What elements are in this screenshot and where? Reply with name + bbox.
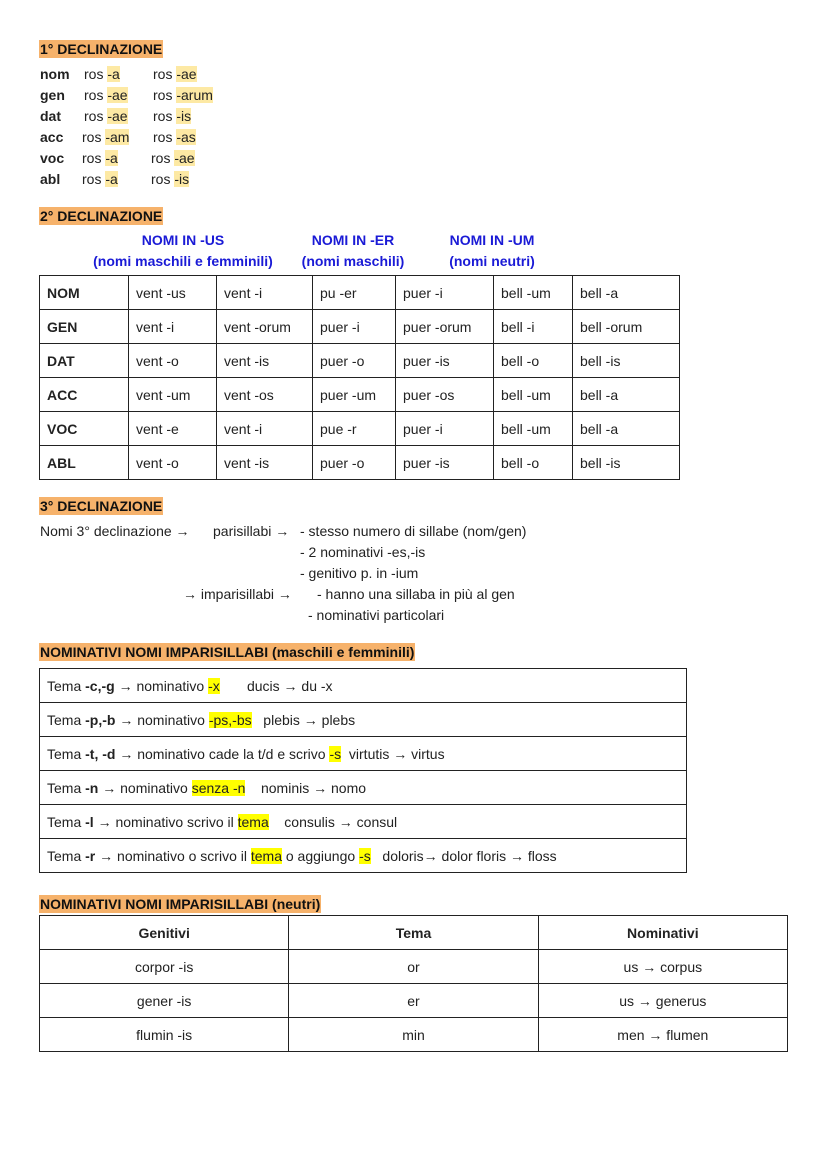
case-label: abl (40, 171, 61, 187)
text: → nominativo scrivo il (93, 813, 238, 830)
form-cell: vent -i (217, 276, 313, 310)
text: Tema (47, 677, 86, 694)
table-row (40, 310, 680, 344)
text: Tema (47, 813, 86, 830)
form-cell: bell -um (494, 378, 573, 412)
form-cell: puer -o (313, 344, 396, 378)
stem: ros (153, 129, 173, 145)
group-name: NOMI IN -UM (449, 232, 535, 248)
impari-item: - nominativi particolari (308, 607, 445, 623)
text: nominis → nomo (245, 779, 367, 796)
ending: -as (176, 129, 196, 145)
table-row (40, 1018, 788, 1052)
group-sub: (nomi maschili) (301, 253, 405, 269)
plural-form (153, 108, 191, 124)
bold-text: -l (85, 813, 94, 830)
form-cell: vent -orum (217, 310, 313, 344)
form-cell: bell -is (573, 446, 680, 480)
form-cell: bell -o (494, 446, 573, 480)
pari-item: - genitivo p. in -ium (300, 565, 419, 581)
form-cell: puer -i (396, 276, 494, 310)
case-cell: GEN (40, 310, 129, 344)
table-row (40, 805, 687, 839)
stem: ros (82, 150, 102, 166)
stem: ros (82, 129, 102, 145)
column-header: Genitivi (40, 916, 289, 950)
case-cell: NOM (40, 276, 129, 310)
table-row (40, 703, 687, 737)
case-cell: DAT (40, 344, 129, 378)
form-cell: puer -is (396, 446, 494, 480)
ending: -ae (176, 66, 197, 82)
column-header: Nominativi (538, 916, 787, 950)
form-cell: bell -i (494, 310, 573, 344)
table-row (40, 950, 788, 984)
decl2-table (39, 275, 680, 480)
highlighted-text: tema (237, 813, 269, 830)
form-cell: bell -um (494, 412, 573, 446)
ending: -is (176, 108, 192, 124)
group-us (88, 232, 278, 269)
singular-form (84, 66, 120, 82)
header-row (40, 916, 788, 950)
cell: or (289, 950, 538, 984)
impari-mf-table (39, 668, 687, 873)
case-label: nom (40, 66, 70, 82)
bold-text: -r (85, 847, 96, 864)
highlighted-text: tema (250, 847, 282, 864)
impari-n-table (39, 915, 788, 1052)
highlighted-text: -x (208, 677, 220, 694)
group-sub: (nomi neutri) (449, 253, 535, 269)
case-cell: ABL (40, 446, 129, 480)
text: Tema (47, 779, 86, 796)
bold-text: -p,-b (85, 711, 116, 728)
pari-item: - stesso numero di sillabe (nom/gen) (300, 523, 527, 539)
ending: -a (105, 150, 118, 166)
parisillabi-label: parisillabi → (213, 523, 290, 539)
column-header: Tema (289, 916, 538, 950)
text: o aggiungo (281, 847, 360, 864)
singular-form (84, 87, 128, 103)
form-cell: vent -is (217, 446, 313, 480)
impari-n-heading: NOMINATIVI NOMI IMPARISILLABI (neutri) (40, 896, 321, 912)
rule-cell (40, 703, 687, 737)
form-cell: bell -um (494, 276, 573, 310)
case-label: voc (40, 150, 65, 166)
group-sub: (nomi maschili e femminili) (93, 253, 273, 269)
case-label: acc (40, 129, 64, 145)
singular-form (82, 171, 118, 187)
ending: -ae (174, 150, 195, 166)
stem: ros (153, 87, 173, 103)
plural-form (153, 66, 197, 82)
table-row (40, 344, 680, 378)
ending: -ae (107, 87, 128, 103)
highlighted-text: -ps,-bs (208, 711, 252, 728)
stem: ros (84, 66, 104, 82)
form-cell: puer -os (396, 378, 494, 412)
form-cell: vent -i (217, 412, 313, 446)
table-row (40, 984, 788, 1018)
stem: ros (151, 150, 171, 166)
plural-form (153, 87, 213, 103)
rule-cell (40, 669, 687, 703)
decl3-intro: Nomi 3° declinazione → (40, 523, 190, 539)
table-row (40, 446, 680, 480)
singular-form (82, 150, 118, 166)
singular-form (84, 108, 128, 124)
singular-form (82, 129, 129, 145)
bold-text: -t, -d (85, 745, 116, 762)
highlighted-text: -s (359, 847, 371, 864)
cell: min (289, 1018, 538, 1052)
group-er (297, 232, 409, 269)
form-cell: vent -i (129, 310, 217, 344)
case-cell: ACC (40, 378, 129, 412)
form-cell: bell -orum (573, 310, 680, 344)
cell: corpor -is (40, 950, 289, 984)
form-cell: puer -um (313, 378, 396, 412)
form-cell: vent -us (129, 276, 217, 310)
text: → nominativo (98, 779, 192, 796)
text: → nominativo (114, 677, 209, 694)
table-row (40, 412, 680, 446)
form-cell: puer -i (313, 310, 396, 344)
form-cell: pu -er (313, 276, 396, 310)
form-cell: bell -is (573, 344, 680, 378)
form-cell: puer -o (313, 446, 396, 480)
cell: gener -is (40, 984, 289, 1018)
cell: er (289, 984, 538, 1018)
rule-cell (40, 771, 687, 805)
rule-cell (40, 805, 687, 839)
ending: -ae (107, 108, 128, 124)
form-cell: vent -is (217, 344, 313, 378)
case-cell: VOC (40, 412, 129, 446)
form-cell: puer -i (396, 412, 494, 446)
imparisillabi-label: → imparisillabi → (183, 586, 292, 602)
table-row (40, 669, 687, 703)
text: → nominativo (115, 711, 209, 728)
decl2-heading: 2° DECLINAZIONE (40, 208, 163, 224)
cell: us → corpus (538, 950, 787, 984)
decl1-heading: 1° DECLINAZIONE (40, 41, 163, 57)
text: virtutis → virtus (341, 745, 445, 762)
table-row (40, 737, 687, 771)
group-name: NOMI IN -US (141, 232, 225, 248)
text: plebis → plebs (251, 711, 356, 728)
text: Tema (47, 745, 86, 762)
stem: ros (84, 87, 104, 103)
form-cell: vent -os (217, 378, 313, 412)
ending: -a (107, 66, 120, 82)
decl3-heading: 3° DECLINAZIONE (40, 498, 163, 514)
stem: ros (153, 108, 173, 124)
highlighted-text: senza -n (191, 779, 246, 796)
form-cell: bell -a (573, 276, 680, 310)
table-row (40, 771, 687, 805)
text: → nominativo cade la t/d e scrivo (115, 745, 330, 762)
form-cell: bell -o (494, 344, 573, 378)
ending: -a (105, 171, 118, 187)
text: ducis → du -x (219, 677, 333, 694)
table-row (40, 378, 680, 412)
plural-form (153, 129, 196, 145)
case-label: gen (40, 87, 65, 103)
case-label: dat (40, 108, 61, 124)
form-cell: pue -r (313, 412, 396, 446)
cell: flumin -is (40, 1018, 289, 1052)
impari-mf-heading: NOMINATIVI NOMI IMPARISILLABI (maschili e femminili) (40, 644, 415, 660)
table-row (40, 839, 687, 873)
bold-text: -c,-g (85, 677, 115, 694)
stem: ros (84, 108, 104, 124)
highlighted-text: -s (329, 745, 342, 762)
form-cell: puer -is (396, 344, 494, 378)
stem: ros (82, 171, 102, 187)
form-cell: vent -o (129, 446, 217, 480)
stem: ros (151, 171, 171, 187)
ending: -is (174, 171, 190, 187)
text: doloris→ dolor floris → floss (370, 847, 557, 864)
rule-cell (40, 839, 687, 873)
plural-form (151, 171, 189, 187)
group-name: NOMI IN -ER (311, 232, 395, 248)
form-cell: bell -a (573, 412, 680, 446)
bold-text: -n (85, 779, 99, 796)
plural-form (151, 150, 195, 166)
text: consulis → consul (268, 813, 398, 830)
form-cell: vent -e (129, 412, 217, 446)
pari-item: - 2 nominativi -es,-is (300, 544, 426, 560)
form-cell: vent -o (129, 344, 217, 378)
ending: -arum (176, 87, 213, 103)
form-cell: puer -orum (396, 310, 494, 344)
cell: us → generus (538, 984, 787, 1018)
text: → nominativo o scrivo il (95, 847, 251, 864)
impari-item: - hanno una sillaba in più al gen (317, 586, 515, 602)
form-cell: vent -um (129, 378, 217, 412)
form-cell: bell -a (573, 378, 680, 412)
group-um (432, 232, 552, 269)
rule-cell (40, 737, 687, 771)
text: Tema (47, 847, 86, 864)
cell: men → flumen (538, 1018, 787, 1052)
ending: -am (105, 129, 130, 145)
text: Tema (47, 711, 86, 728)
table-row (40, 276, 680, 310)
stem: ros (153, 66, 173, 82)
